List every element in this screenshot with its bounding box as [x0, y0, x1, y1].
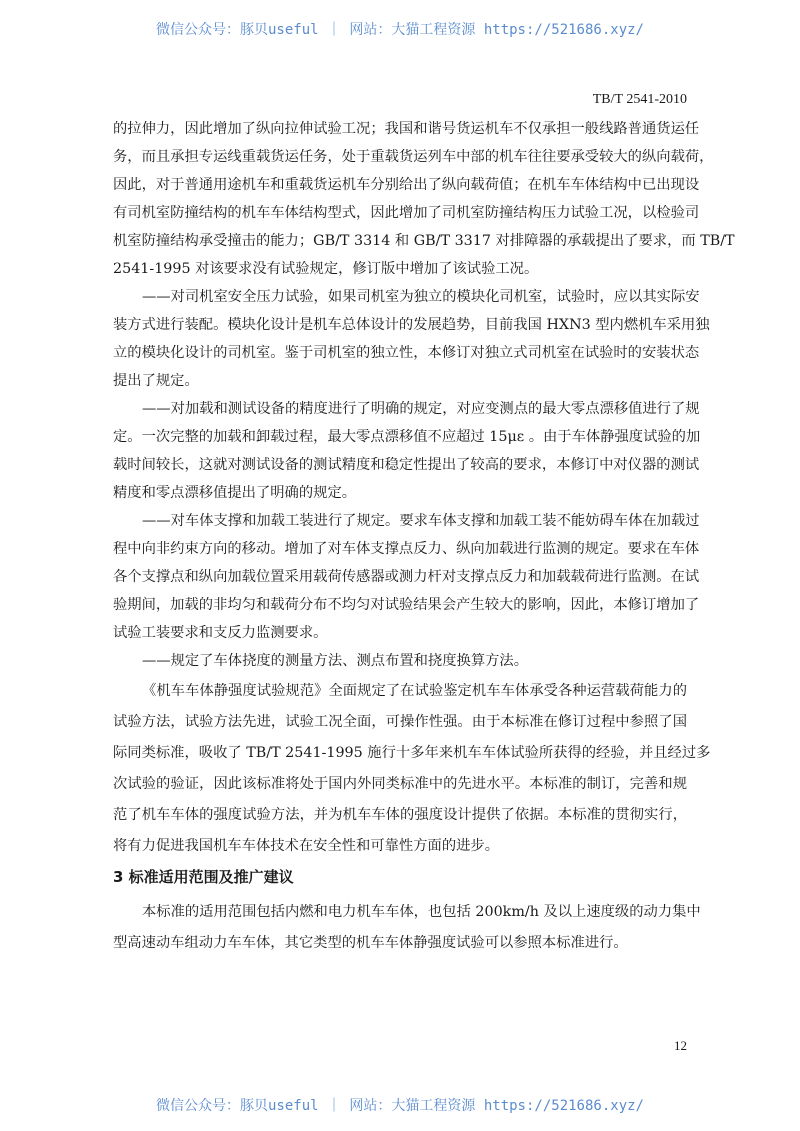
body-paragraph-scope: [113, 897, 701, 959]
document-code-header: TB/T 2541-2010: [592, 92, 687, 107]
text-line: 提出了规定。: [113, 373, 199, 389]
text-line: 次试验的验证，因此该标准将处于国内外同类标准中的先进水平。本标准的制订，完善和规: [113, 776, 687, 792]
text-line: 精度和零点漂移值提出了明确的规定。: [113, 485, 357, 501]
text-line: 有司机室防撞结构的机车车体结构型式，因此增加了司机室防撞结构压力试验工况，以检验司: [113, 205, 700, 221]
section-heading: 3 标准适用范围及推广建议: [113, 868, 294, 886]
body-section-revisions: [113, 115, 735, 675]
text-line: 范了机车车体的强度试验方法，并为机车车体的强度设计提供了依据。本标准的贯彻实行，: [113, 807, 687, 823]
paragraph: [113, 395, 701, 507]
text-line: 立的模块化设计的司机室。鉴于司机室的独立性，本修订对独立式司机室在试验时的安装状态: [113, 345, 700, 361]
paragraph: [113, 507, 700, 647]
text-line: 型高速动车组动力车车体，其它类型的机车车体静强度试验可以参照本标准进行。: [113, 935, 628, 951]
text-line: 务，而且承担专运线重载货运任务，处于重载货运列车中部的机车往往要承受较大的纵向载荷，: [113, 149, 714, 165]
paragraph: [113, 647, 687, 675]
text-line: ——对司机室安全压力试验，如果司机室为独立的模块化司机室，试验时，应以其实际安: [142, 289, 700, 305]
text-line: ——规定了车体挠度的测量方法、测点布置和挠度换算方法。: [142, 653, 529, 669]
watermark-top: 微信公众号：豚贝useful ｜ 网站：大猫工程资源 https://521686.xyz/: [155, 22, 644, 38]
text-line: 试验方法，试验方法先进，试验工况全面，可操作性强。由于本标准在修订过程中参照了国: [113, 714, 687, 730]
text-line: 2541-1995 对该要求没有试验规定，修订版中增加了该试验工况。: [113, 261, 539, 277]
text-line: 程中向非约束方向的移动。增加了对车体支撑点反力、纵向加载进行监测的规定。要求在车体: [113, 541, 700, 557]
watermark-bottom: 微信公众号：豚贝useful ｜ 网站：大猫工程资源 https://521686.xyz/: [155, 1098, 644, 1114]
body-paragraph-summary: [113, 676, 711, 862]
text-line: 将有力促进我国机车车体技术在安全性和可靠性方面的进步。: [113, 838, 500, 854]
paragraph: [113, 283, 710, 395]
text-line: 《机车车体静强度试验规范》全面规定了在试验鉴定机车车体承受各种运营载荷能力的: [142, 683, 687, 699]
text-line: 因此，对于普通用途机车和重载货运机车分别给出了纵向载荷值；在机车车体结构中已出现设: [113, 177, 700, 193]
text-line: 验期间，加载的非均匀和载荷分布不均匀对试验结果会产生较大的影响，因此，本修订增加了: [113, 597, 700, 613]
text-line: 载时间较长，这就对测试设备的测试精度和稳定性提出了较高的要求，本修订中对仪器的测试: [113, 457, 700, 473]
text-line: ——对加载和测试设备的精度进行了明确的规定，对应变测点的最大零点漂移值进行了规: [142, 401, 700, 417]
text-line: 本标准的适用范围包括内燃和电力机车车体，也包括 200km/h 及以上速度级的动力集中: [142, 904, 701, 920]
text-line: 定。一次完整的加载和卸载过程，最大零点漂移值不应超过 15με 。由于车体静强度试验的加: [113, 429, 701, 445]
text-line: 试验工装要求和支反力监测要求。: [113, 625, 328, 641]
paragraph: [113, 115, 735, 283]
text-line: 各个支撑点和纵向加载位置采用载荷传感器或测力杆对支撑点反力和加载载荷进行监测。在试: [113, 569, 700, 585]
text-line: 际同类标准，吸收了 TB/T 2541-1995 施行十多年来机车车体试验所获得的经验，并且经过多: [113, 745, 711, 761]
text-line: 机室防撞结构承受撞击的能力；GB/T 3314 和 GB/T 3317 对排障器的承载提出了要求，而 TB/T: [113, 233, 735, 249]
text-line: 的拉伸力，因此增加了纵向拉伸试验工况；我国和谐号货运机车不仅承担一般线路普通货运任: [113, 121, 700, 137]
text-line: ——对车体支撑和加载工装进行了规定。要求车体支撑和加载工装不能妨碍车体在加载过: [142, 513, 700, 529]
page-number: 12: [674, 1038, 687, 1053]
text-line: 装方式进行装配。模块化设计是机车总体设计的发展趋势，目前我国 HXN3 型内燃机车采用独: [113, 317, 710, 333]
